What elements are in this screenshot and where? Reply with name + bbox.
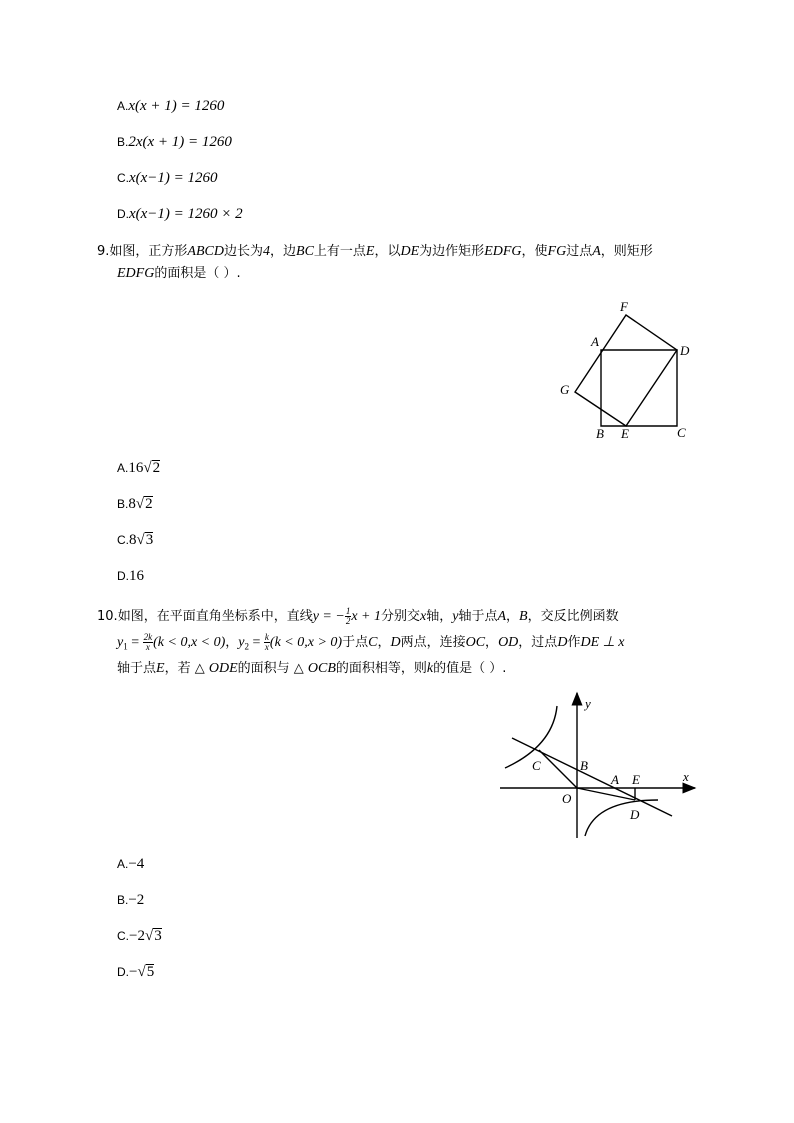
q9-option-b: B.8√2 — [117, 496, 153, 512]
point-label-e: E — [621, 426, 629, 441]
option-prefix: −2 — [129, 928, 145, 944]
frac-denominator: x — [264, 642, 269, 652]
stem-text: 如图，在平面直角坐标系中，直线 — [117, 609, 313, 624]
stem-math: E — [365, 244, 375, 259]
stem-text: 为边作矩形 — [419, 244, 485, 259]
point-label-c: C — [677, 425, 686, 440]
line-ab — [512, 738, 672, 816]
q9-square-rectangle-figure — [550, 295, 700, 445]
option-coefficient: 16 — [129, 568, 144, 584]
option-label: A. — [117, 857, 129, 871]
stem-text: ，过点 — [518, 635, 558, 650]
stem-text: 于点 — [342, 635, 369, 650]
frac-numerator: 1 — [345, 606, 351, 616]
subscript: 1 — [123, 641, 128, 652]
stem-text: ，使 — [521, 244, 548, 259]
stem-math: DE ⊥ x — [580, 635, 625, 650]
point-label-f: F — [620, 299, 628, 314]
point-label-d: D — [680, 343, 690, 358]
q10-stem-line2 — [117, 632, 625, 658]
option-expression: x(x + 1) = 1260 — [128, 98, 225, 114]
option-label: D. — [117, 965, 129, 979]
stem-text: ，以 — [374, 244, 401, 259]
q10-option-a — [117, 854, 144, 874]
point-label-o: O — [562, 791, 572, 806]
option-label: C. — [117, 171, 129, 185]
stem-math: y — [452, 609, 459, 624]
option-label: A. — [117, 461, 129, 475]
hyperbola-branch-right — [585, 800, 658, 836]
stem-math: DE — [400, 244, 420, 259]
option-radicand: 2 — [145, 496, 153, 512]
segment-oc — [539, 750, 577, 788]
stem-math: D — [390, 635, 401, 650]
question-number: 10. — [97, 609, 118, 624]
stem-math: OC — [465, 635, 486, 650]
q9-option-c: C.8√3 — [117, 532, 154, 548]
q8-option-b — [117, 132, 232, 152]
fraction — [143, 633, 154, 652]
stem-math: y — [238, 635, 245, 650]
q10-stem-line3 — [117, 658, 506, 680]
stem-math: BC — [296, 244, 314, 259]
point-label-g: G — [560, 382, 570, 397]
stem-math: x — [420, 609, 427, 624]
point-label-a: A — [611, 772, 619, 787]
point-label-a: A — [591, 334, 599, 349]
option-label: B. — [117, 135, 129, 149]
stem-text: ，交反比例函数 — [527, 609, 619, 624]
axis-label-x: x — [683, 769, 689, 784]
stem-text: ， — [485, 635, 499, 650]
option-coefficient: 8 — [128, 496, 136, 512]
stem-math: k — [426, 661, 434, 676]
stem-text: 作 — [567, 635, 581, 650]
q8-option-a — [117, 96, 224, 116]
stem-math: y — [117, 635, 124, 650]
q9-option-a: A.16√2 — [117, 460, 161, 476]
stem-math: ODE — [208, 661, 238, 676]
rectangle-edfg — [575, 315, 677, 426]
stem-text: 的值是（ ）. — [433, 661, 507, 676]
option-label: B. — [117, 893, 129, 907]
option-label: D. — [117, 207, 129, 221]
stem-math: (k < 0,x < 0) — [153, 635, 226, 650]
stem-math: A — [592, 244, 601, 259]
option-radicand: 3 — [154, 928, 162, 944]
subscript: 2 — [244, 641, 250, 652]
option-radicand: 3 — [145, 532, 154, 548]
option-coefficient: 8 — [129, 532, 137, 548]
stem-math: B — [519, 609, 528, 624]
q9-stem-line2 — [117, 263, 241, 285]
stem-text: ，若 △ — [164, 661, 209, 676]
stem-text: 如图，正方形 — [109, 244, 188, 259]
question-number: 9. — [97, 244, 110, 259]
option-radicand: 2 — [152, 460, 161, 476]
option-coefficient: 16 — [128, 460, 144, 476]
stem-text: ， — [377, 635, 391, 650]
point-label-b: B — [596, 426, 604, 441]
q10-stem-line1 — [97, 606, 619, 628]
option-expression: −4 — [128, 856, 145, 872]
stem-math: ABCD — [187, 244, 224, 259]
frac-numerator: 2k — [143, 632, 153, 642]
q10-option-d: D.−√5 — [117, 964, 155, 980]
stem-text: ， — [225, 635, 239, 650]
stem-text: 过点 — [566, 244, 593, 259]
q9-stem-line1 — [97, 241, 653, 263]
option-label: A. — [117, 99, 129, 113]
stem-text: 上有一点 — [313, 244, 366, 259]
option-label: C. — [117, 533, 129, 547]
point-label-d: D — [630, 807, 640, 822]
stem-text: 分别交 — [380, 609, 420, 624]
option-label: C. — [117, 929, 129, 943]
point-label-e: E — [632, 772, 640, 787]
stem-math: EDFG — [117, 266, 155, 281]
stem-text: 轴， — [426, 609, 453, 624]
stem-math: C — [368, 635, 378, 650]
stem-math: x + 1 — [351, 609, 381, 624]
stem-math: (k < 0,x > 0) — [269, 635, 343, 650]
q9-option-d — [117, 566, 144, 586]
stem-text: 的面积是（ ）. — [154, 266, 241, 281]
stem-math: = — [249, 635, 264, 650]
stem-math: FG — [547, 244, 567, 259]
option-prefix: − — [129, 964, 138, 980]
option-radicand: 5 — [146, 964, 155, 980]
option-expression: x(x−1) = 1260 — [129, 170, 218, 186]
axis-label-y: y — [585, 696, 591, 711]
stem-text: 边长为 — [223, 244, 263, 259]
stem-math: = — [127, 635, 143, 650]
stem-math: D — [557, 635, 568, 650]
hyperbola-branch-left — [505, 706, 557, 768]
point-label-c: C — [532, 758, 541, 773]
point-label-b: B — [580, 758, 588, 773]
option-expression: −2 — [128, 892, 145, 908]
stem-text: 轴于点 — [117, 661, 157, 676]
stem-text: 的面积相等，则 — [335, 661, 427, 676]
q8-option-c — [117, 168, 218, 188]
stem-math: y = − — [312, 609, 345, 624]
stem-math: 4 — [263, 244, 270, 259]
option-expression: x(x−1) = 1260 × 2 — [129, 206, 243, 222]
option-expression: 2x(x + 1) = 1260 — [128, 134, 232, 150]
q10-option-b — [117, 890, 144, 910]
stem-text: 两点，连接 — [400, 635, 466, 650]
stem-math: OD — [498, 635, 519, 650]
stem-text: 轴于点 — [458, 609, 498, 624]
q10-coordinate-figure — [490, 688, 705, 843]
stem-math: E — [156, 661, 165, 676]
option-label: D. — [117, 569, 129, 583]
stem-text: ，边 — [270, 244, 297, 259]
square-abcd — [601, 350, 677, 426]
q10-option-c: C.−2√3 — [117, 928, 162, 944]
q8-option-d — [117, 204, 243, 224]
stem-text: 的面积与 △ — [237, 661, 308, 676]
option-label: B. — [117, 497, 129, 511]
stem-text: ，则矩形 — [600, 244, 653, 259]
frac-denominator: 2 — [345, 616, 351, 626]
stem-text: ， — [506, 609, 520, 624]
frac-numerator: k — [264, 632, 269, 642]
frac-denominator: x — [145, 642, 150, 652]
stem-math: A — [497, 609, 507, 624]
stem-math: EDFG — [484, 244, 522, 259]
stem-math: OCB — [307, 661, 336, 676]
